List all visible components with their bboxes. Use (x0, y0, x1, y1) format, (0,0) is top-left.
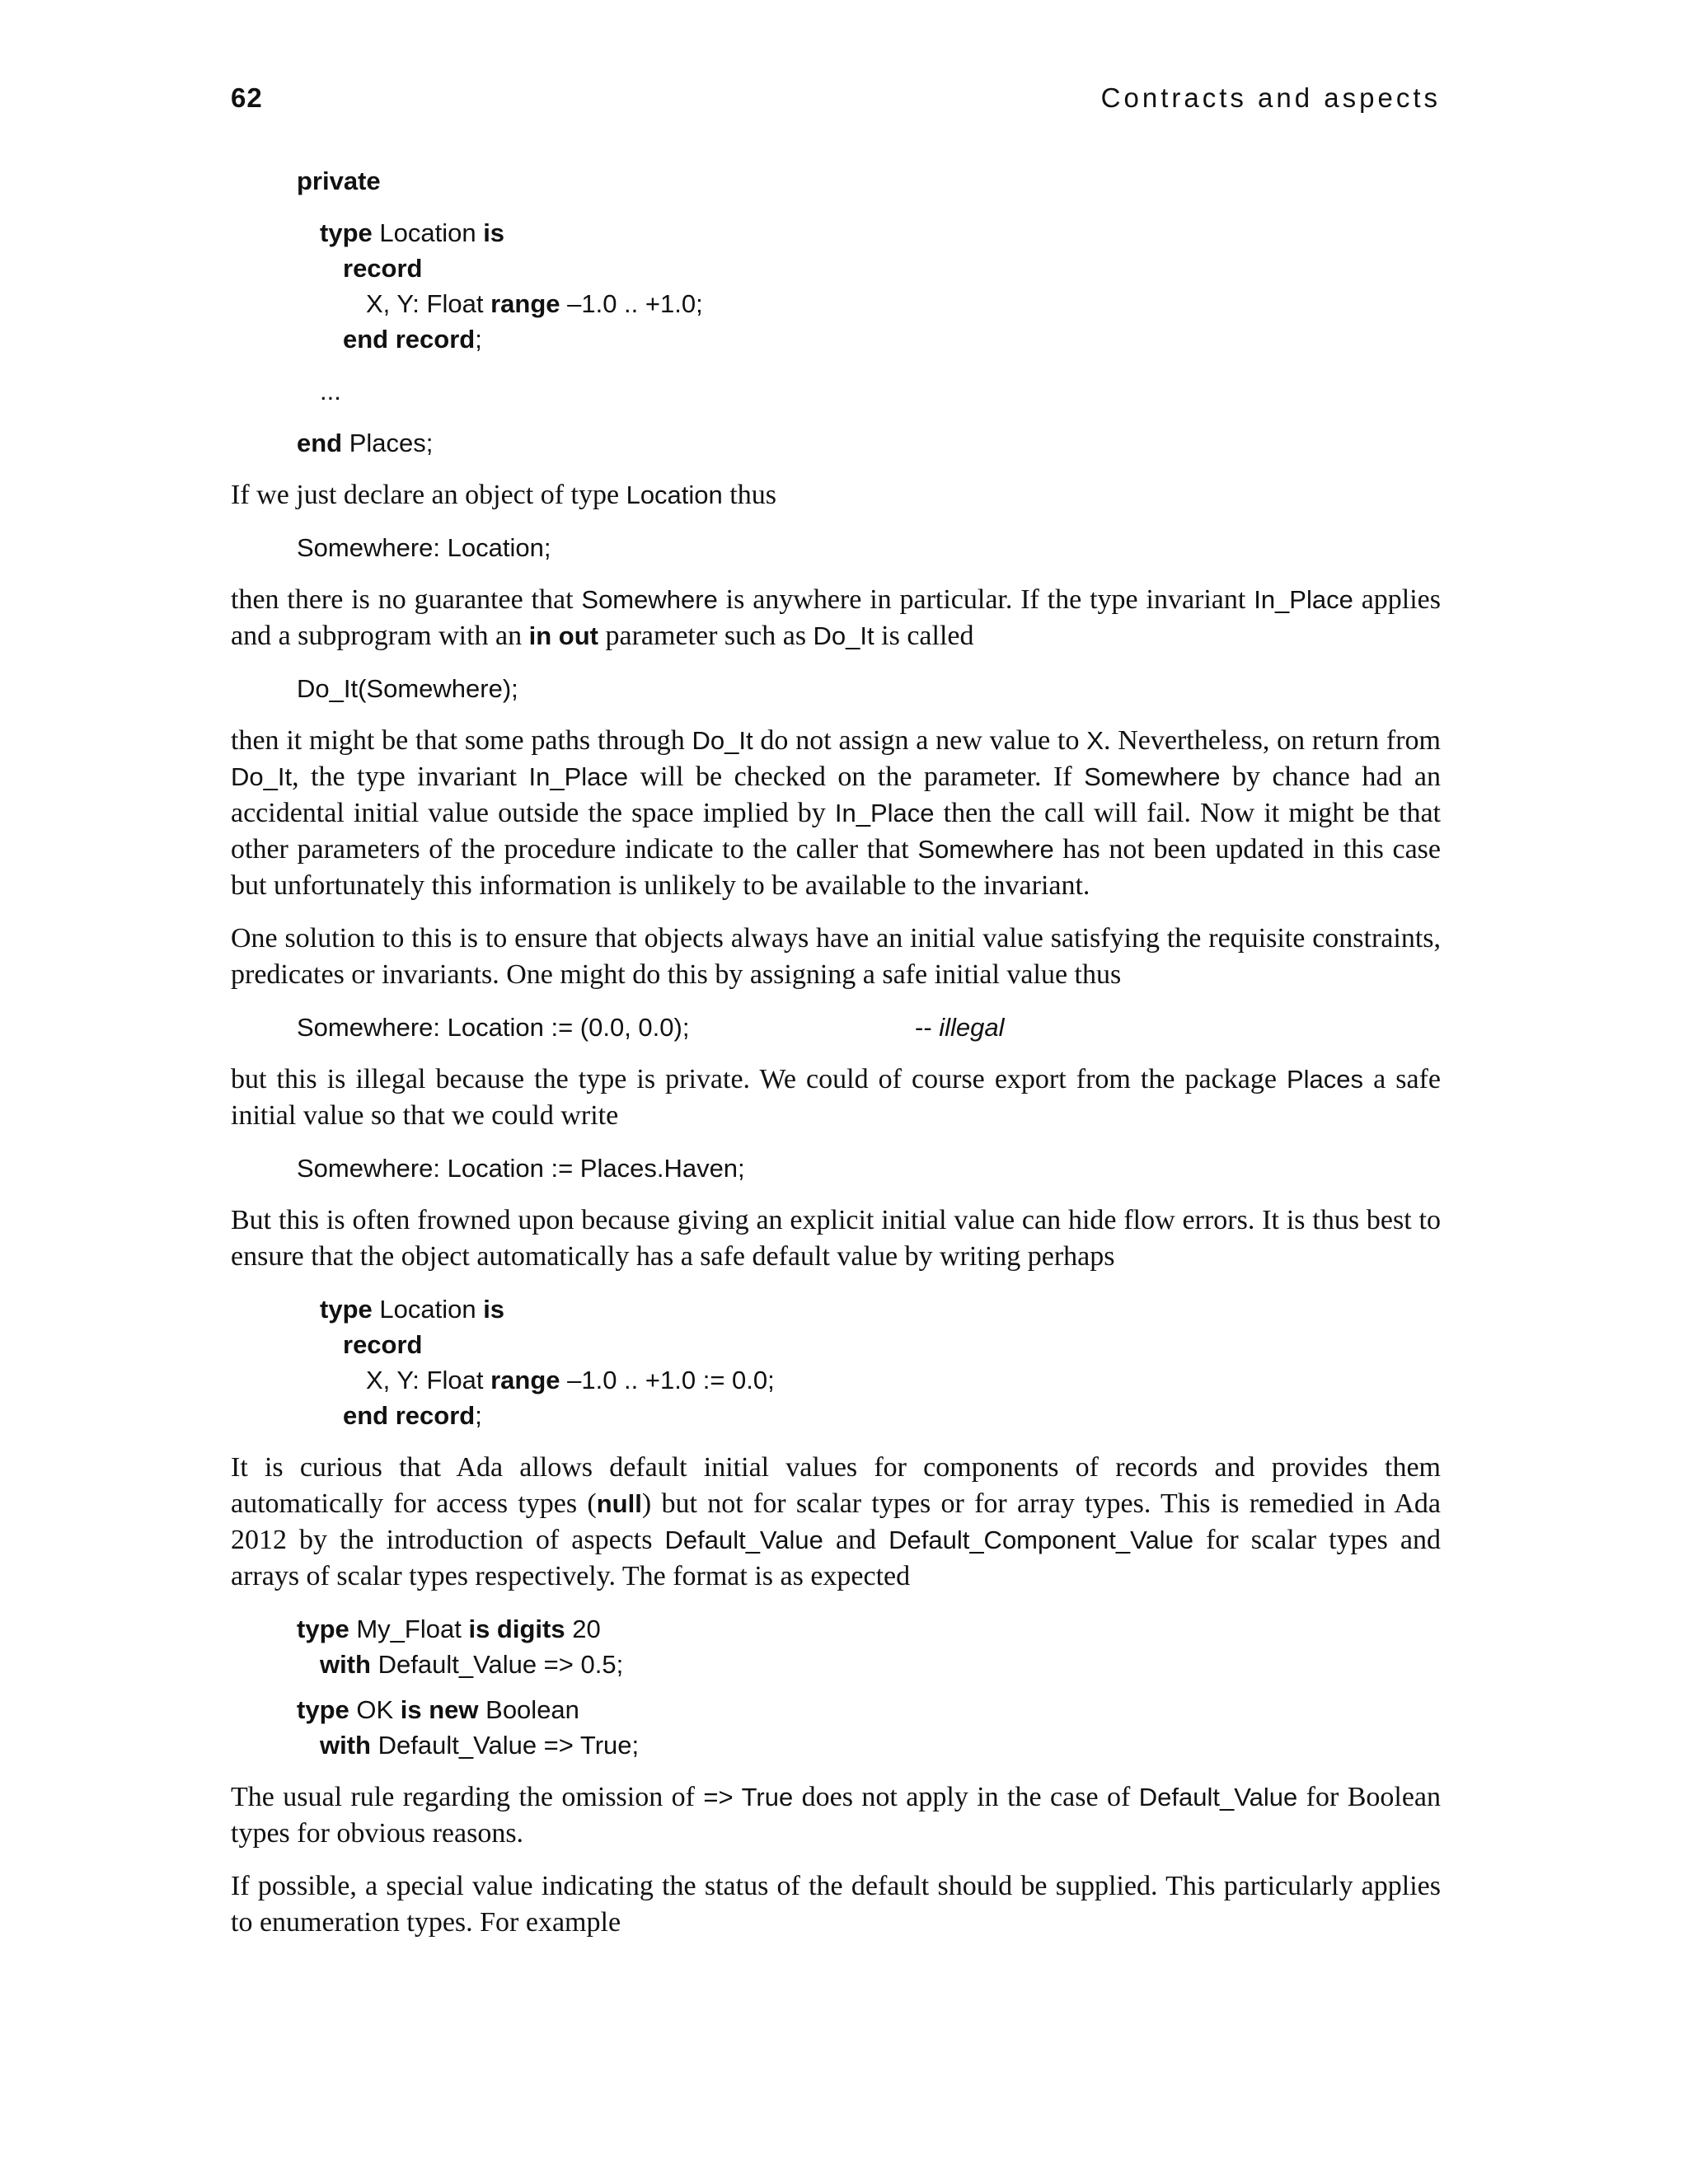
paragraph (231, 1450, 1441, 1595)
code-line (231, 1647, 1441, 1682)
inline-code: In_Place (528, 762, 629, 791)
code-text: 20 (565, 1615, 601, 1643)
code-text: ; (475, 1401, 482, 1430)
code-line (231, 251, 1441, 286)
keyword: private (297, 166, 381, 195)
paragraph (231, 477, 1441, 513)
code-text: Default_Value => True; (371, 1731, 640, 1760)
text-run: applies and a subprogram with an (231, 584, 1442, 651)
code-line (231, 215, 1441, 251)
code-line (231, 321, 1441, 357)
text-run: then it might be that some paths through (231, 725, 692, 756)
text-run: and (823, 1525, 889, 1555)
text-run: has not been updated in this case but unfortunately this information is unlikely to be available to the invariant. (231, 834, 1441, 901)
paragraph (231, 582, 1441, 654)
code-line (231, 373, 1441, 409)
text-run: do not assign a new value to (753, 725, 1087, 756)
keyword: end (297, 429, 343, 457)
keyword: is digits (468, 1615, 565, 1643)
paragraph: If possible, a special value indicating the status of the default should be supplied. This particularly applies to enumeration types. For example (231, 1871, 1441, 1938)
code-text: Location (372, 218, 484, 247)
code-text: Somewhere: Location := (0.0, 0.0); (297, 1013, 690, 1042)
code-text: OK (349, 1695, 401, 1724)
keyword: is (483, 1295, 505, 1324)
text-run: a safe initial value so that we could write (231, 1064, 1442, 1131)
text-run: for scalar types and arrays of scalar types respectively. The format is as expected (231, 1525, 1441, 1591)
text-run: for Boolean types for obvious reasons. (231, 1782, 1442, 1849)
inline-code: Default_Value (664, 1526, 823, 1554)
text-run: is called (874, 621, 974, 651)
inline-code: Do_It (813, 621, 874, 650)
running-header-title: Contracts and aspects (1100, 82, 1441, 113)
code-text: Places; (342, 429, 434, 457)
inline-code: Do_It (231, 762, 293, 791)
code-text: ... (320, 377, 341, 405)
keyword: range (490, 289, 560, 318)
paragraph: One solution to this is to ensure that objects always have an initial value satisfying the requisite constraints, predicates or invariants. One might do this by assigning a safe initial value thus (231, 923, 1441, 990)
code-block-default-record (231, 1291, 1441, 1433)
keyword: range (490, 1366, 560, 1394)
code-line (231, 1327, 1441, 1362)
text-run: does not apply in the case of (793, 1782, 1139, 1812)
inline-code: Somewhere (917, 835, 1054, 864)
code-block-illegal-init (231, 1010, 1441, 1045)
inline-code: Somewhere (1084, 762, 1221, 791)
inline-code: => True (703, 1783, 794, 1811)
code-text: –1.0 .. +1.0 := 0.0; (560, 1366, 775, 1394)
code-line (231, 286, 1441, 321)
code-text: –1.0 .. +1.0; (560, 289, 703, 318)
keyword: end record (343, 325, 476, 354)
paragraph (231, 1062, 1441, 1134)
code-text: ; (475, 325, 482, 354)
text-run: , the type invariant (292, 762, 529, 792)
inline-code: Location (626, 480, 723, 509)
paragraph: But this is often frowned upon because giving an explicit initial value can hide flow errors. It is thus best to ensure that the object automatically has a safe default value by writing perhaps (231, 1205, 1441, 1272)
page-content (231, 163, 1441, 1957)
text-run: by chance had an accidental initial value outside the space implied by (231, 762, 1441, 828)
keyword: is new (400, 1695, 479, 1724)
keyword: type (297, 1695, 349, 1724)
code-line (231, 1398, 1441, 1433)
code-comment: illegal (939, 1013, 1005, 1042)
paragraph (231, 1779, 1441, 1852)
inline-code: Do_It (692, 726, 753, 755)
inline-code: In_Place (834, 799, 935, 827)
code-line (231, 1692, 1441, 1727)
keyword: end record (343, 1401, 476, 1430)
code-text: My_Float (349, 1615, 469, 1643)
code-text: Location (372, 1295, 484, 1324)
code-line (231, 163, 1441, 199)
text-run: will be checked on the parameter. If (628, 762, 1085, 792)
page-number: 62 (231, 82, 263, 113)
inline-code: Default_Value (1138, 1783, 1298, 1811)
text-run: If we just declare an object of type (231, 480, 626, 510)
code-text: Default_Value => 0.5; (371, 1650, 624, 1679)
code-block-my-float (231, 1611, 1441, 1682)
text-run: but this is illegal because the type is private. We could of course export from the package (231, 1064, 1287, 1094)
text-run: ) but not for scalar types or for array types. This is remedied in Ada 2012 by the introduction of aspects (231, 1488, 1441, 1555)
comment-dashes: -- (915, 1013, 940, 1042)
text-run: then the call will fail. Now it might be that other parameters of the procedure indicate to the caller that (231, 798, 1442, 865)
keyword: type (297, 1615, 349, 1643)
code-block-call: Do_It(Somewhere); (297, 674, 518, 703)
keyword: with (320, 1650, 371, 1679)
keyword: type (320, 1295, 373, 1324)
code-line (231, 1291, 1441, 1327)
inline-keyword: in out (528, 621, 598, 650)
code-text: Boolean (478, 1695, 579, 1724)
code-line (231, 1362, 1441, 1398)
text-run: . Nevertheless, on return from (1103, 725, 1441, 756)
code-line (231, 425, 1441, 461)
text-run: is anywhere in particular. If the type invariant (717, 584, 1254, 615)
keyword: with (320, 1731, 371, 1760)
text-run: It is curious that Ada allows default initial values for components of records and provides them automatically for access types ( (231, 1452, 1441, 1519)
keyword: record (343, 1330, 423, 1359)
code-text: X, Y: Float (366, 1366, 491, 1394)
code-line (231, 1727, 1441, 1763)
text-run: then there is no guarantee that (231, 584, 582, 615)
text-run: The usual rule regarding the omission of (231, 1782, 704, 1812)
text-run: thus (722, 480, 776, 510)
inline-code: Places (1286, 1065, 1364, 1094)
inline-code: In_Place (1254, 585, 1353, 614)
inline-code: Somewhere (581, 585, 718, 614)
code-line (231, 1611, 1441, 1647)
keyword: is (483, 218, 505, 247)
paragraph (231, 723, 1441, 904)
text-run: parameter such as (598, 621, 814, 651)
keyword: record (343, 254, 423, 283)
code-block-private-part (231, 163, 1441, 461)
inline-code: X (1086, 726, 1104, 755)
inline-keyword: null (596, 1489, 642, 1518)
code-block-ok-boolean (231, 1692, 1441, 1763)
code-text: X, Y: Float (366, 289, 491, 318)
code-block-haven: Somewhere: Location := Places.Haven; (297, 1154, 745, 1183)
code-block-declaration: Somewhere: Location; (297, 533, 551, 562)
keyword: type (320, 218, 373, 247)
inline-code: Default_Component_Value (889, 1526, 1194, 1554)
